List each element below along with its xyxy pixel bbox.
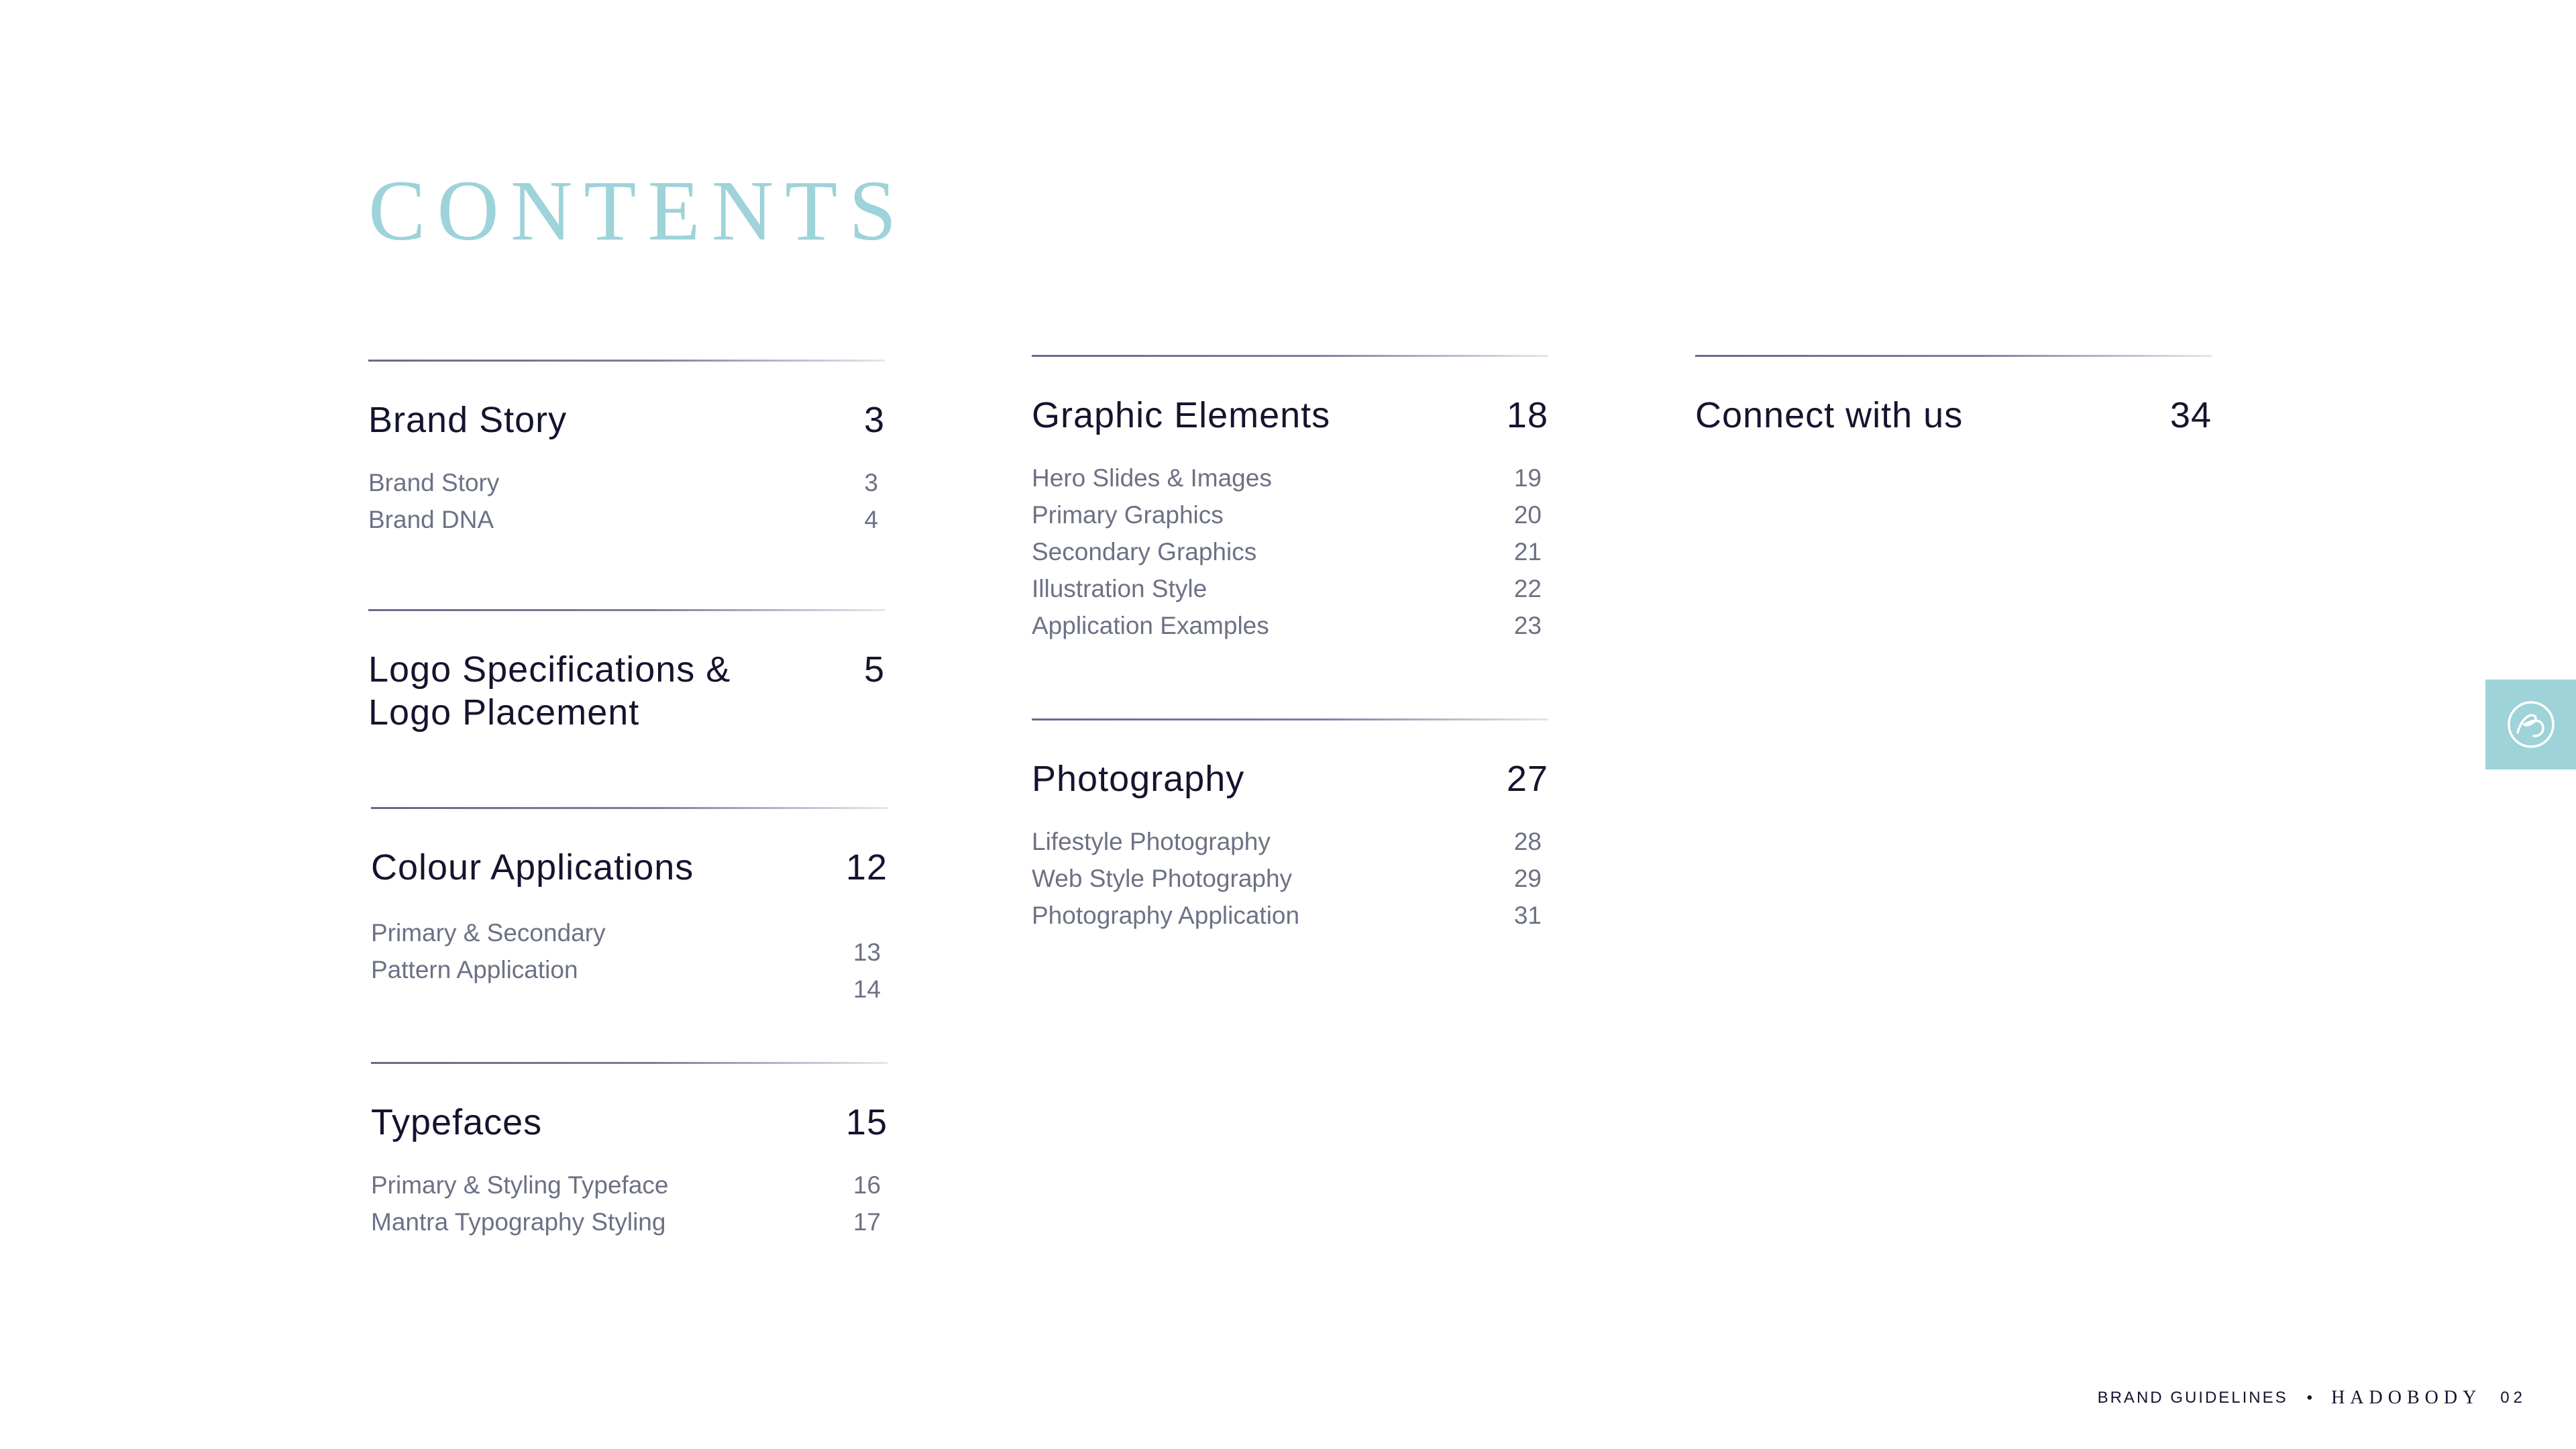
section-graphic-elements: [1032, 355, 1548, 644]
item-page-number: 28: [1513, 828, 1542, 855]
side-tab[interactable]: [2485, 680, 2576, 769]
section-divider: [1695, 355, 2212, 357]
section-page-number: 12: [845, 847, 888, 888]
footer-label: BRAND GUIDELINES: [2097, 1389, 2288, 1407]
section-page-number: 3: [863, 400, 885, 440]
item-page-number: 16: [853, 1171, 881, 1199]
item-page-number: 4: [864, 506, 878, 533]
list-item[interactable]: [1032, 496, 1548, 533]
item-label: Hero Slides & Images: [1032, 464, 1272, 492]
item-page-number: 17: [853, 1208, 881, 1236]
section-brand-story: [368, 360, 885, 538]
section-page-number: 27: [1506, 759, 1548, 799]
section-connect: [1695, 355, 2212, 437]
item-label: Primary Graphics: [1032, 501, 1224, 529]
list-item[interactable]: [368, 501, 885, 538]
list-item[interactable]: [1032, 570, 1548, 607]
section-logo: [368, 609, 885, 734]
item-page-number: 29: [1513, 865, 1542, 892]
section-divider: [1032, 355, 1548, 357]
list-item[interactable]: [1032, 460, 1548, 496]
section-title[interactable]: Connect with us: [1695, 395, 1964, 435]
section-divider: [1032, 718, 1548, 720]
section-colour-applications: [371, 807, 888, 1008]
section-page-number: 15: [845, 1102, 888, 1142]
item-label: Photography Application: [1032, 902, 1300, 929]
section-title[interactable]: Typefaces: [371, 1102, 543, 1142]
section-divider: [371, 807, 888, 809]
section-title[interactable]: Graphic Elements: [1032, 395, 1331, 435]
item-page-number: 22: [1513, 575, 1542, 602]
list-item[interactable]: [1032, 607, 1548, 644]
list-item[interactable]: [1032, 823, 1548, 860]
item-label: Primary & Styling Typeface: [371, 1171, 669, 1199]
section-divider: [368, 609, 885, 611]
item-label: Lifestyle Photography: [1032, 828, 1271, 855]
item-label: Illustration Style: [1032, 575, 1208, 602]
section-title[interactable]: Brand Story: [368, 400, 568, 440]
item-page-number: 20: [1513, 501, 1542, 529]
footer-page-number: 02: [2500, 1389, 2526, 1407]
item-label: Application Examples: [1032, 612, 1269, 639]
list-item[interactable]: [1032, 860, 1548, 897]
item-page-number: 14: [853, 975, 881, 1003]
item-page-number: 3: [864, 469, 878, 496]
section-page-number: 5: [863, 649, 885, 690]
section-divider: [368, 360, 885, 362]
page-title: CONTENTS: [368, 163, 908, 258]
section-photography: [1032, 718, 1548, 934]
footer-brand: HADOBODY: [2331, 1387, 2482, 1408]
item-label: Brand Story: [368, 469, 500, 496]
section-title[interactable]: Photography: [1032, 759, 1245, 799]
list-item[interactable]: [371, 1203, 888, 1240]
item-label: Mantra Typography Styling: [371, 1208, 666, 1236]
list-item[interactable]: [368, 464, 885, 501]
item-label: Secondary Graphics: [1032, 538, 1257, 566]
section-page-number: 34: [2169, 395, 2212, 435]
section-title[interactable]: Colour Applications: [371, 847, 694, 888]
item-label: Web Style Photography: [1032, 865, 1293, 892]
list-item[interactable]: [1032, 897, 1548, 934]
section-page-number: 18: [1506, 395, 1548, 435]
section-title[interactable]: Logo Specifications & Logo Placement: [368, 649, 731, 733]
brand-logo-icon: [2504, 698, 2558, 751]
item-page-number: 13: [853, 938, 881, 966]
item-label: Brand DNA: [368, 506, 494, 533]
footer-separator: •: [2306, 1389, 2313, 1407]
item-page-number: 31: [1513, 902, 1542, 929]
list-item[interactable]: [371, 1167, 888, 1203]
item-label[interactable]: Pattern Application: [371, 956, 578, 983]
list-item[interactable]: [1032, 533, 1548, 570]
item-page-number: 19: [1513, 464, 1542, 492]
item-page-number: 21: [1513, 538, 1542, 566]
item-label[interactable]: Primary & Secondary: [371, 919, 606, 947]
section-divider: [371, 1062, 888, 1064]
item-page-number: 23: [1513, 612, 1542, 639]
section-typefaces: [371, 1062, 888, 1240]
footer: [2098, 1387, 2526, 1409]
